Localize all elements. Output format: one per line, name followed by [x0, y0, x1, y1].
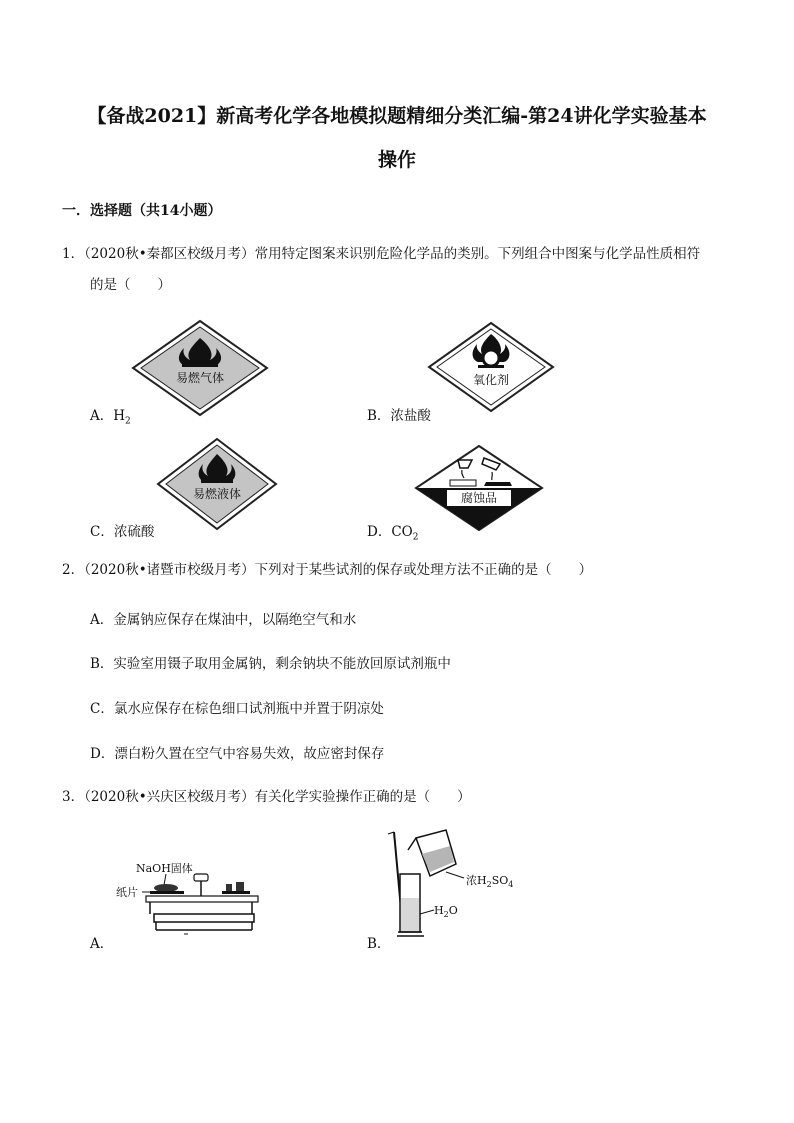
acid-dilution-icon [386, 828, 526, 944]
question-number: 2． [62, 562, 85, 578]
option-subscript: 2 [125, 416, 131, 427]
paper-label: 纸片 [116, 886, 138, 899]
option-text: 实验室用镊子取用金属钠，剩余钠块不能放回原试剂瓶中 [113, 656, 451, 672]
option-3a [90, 932, 113, 952]
oxidizer-sign-icon [426, 320, 556, 414]
question-text: （2020秋•诸暨市校级月考）下列对于某些试剂的保存或处理方法不正确的是（ ） [84, 562, 593, 578]
flammable-gas-sign-icon [130, 318, 270, 418]
option-3b [367, 932, 390, 952]
option-text: 浓盐酸 [390, 408, 431, 424]
option-letter: A． [90, 936, 114, 952]
water-label: $H_2O$ [434, 904, 458, 919]
option-1d [367, 520, 418, 543]
sign-label: 腐蚀品 [460, 491, 498, 505]
option-letter: B． [367, 936, 391, 952]
option-text: CO [391, 524, 413, 540]
question-text: （2020秋•秦都区校级月考）常用特定图案来识别危险化学品的类别。下列组合中图案与化学品性质相符 [84, 246, 701, 262]
option-text: H [113, 408, 126, 424]
option-2a [90, 608, 356, 628]
option-1c [90, 520, 154, 540]
option-2c [90, 697, 384, 717]
option-letter: D． [90, 746, 115, 762]
document-title-line1: 【备战2021】新高考化学各地模拟题精细分类汇编-第24讲化学实验基本 [87, 105, 707, 127]
option-letter: B． [367, 408, 391, 424]
option-1b [367, 404, 431, 424]
balance-scale-icon [110, 858, 270, 942]
option-letter: C． [90, 524, 114, 540]
option-text: 金属钠应保存在煤油中，以隔绝空气和水 [113, 612, 357, 628]
option-text: 氯水应保存在棕色细口试剂瓶中并置于阴凉处 [113, 701, 384, 717]
question-number: 3． [62, 789, 85, 805]
option-text: 浓硫酸 [113, 524, 155, 540]
option-text: 漂白粉久置在空气中容易失效，故应密封保存 [114, 746, 385, 762]
option-2d [90, 742, 384, 762]
question-number: 1． [62, 246, 85, 262]
option-1a [90, 404, 131, 427]
option-letter: A． [90, 612, 114, 628]
sign-label: 易燃液体 [192, 487, 242, 501]
section-heading: 一．选择题（共14小题） [62, 203, 222, 219]
acid-label: 浓$H_2SO_4$ [466, 874, 514, 889]
question-text: （2020秋•兴庆区校级月考）有关化学实验操作正确的是（ ） [84, 789, 471, 805]
option-2b [90, 652, 451, 672]
option-letter: B． [90, 656, 114, 672]
option-subscript: 2 [412, 532, 419, 543]
sign-label: 易燃气体 [175, 371, 225, 385]
question-2 [62, 555, 592, 585]
option-letter: D． [367, 524, 392, 540]
document-title-line2: 操作 [377, 149, 416, 171]
corrosive-sign-icon [414, 444, 544, 532]
option-letter: C． [90, 701, 114, 717]
sign-label: 氧化剂 [472, 373, 510, 387]
naoh-label: NaOH固体 [136, 862, 193, 875]
question-3 [62, 782, 471, 812]
question-1 [62, 239, 700, 269]
question-1-line2: 的是（ ） [90, 277, 171, 293]
flammable-liquid-sign-icon [155, 436, 279, 532]
option-letter: A． [90, 408, 114, 424]
